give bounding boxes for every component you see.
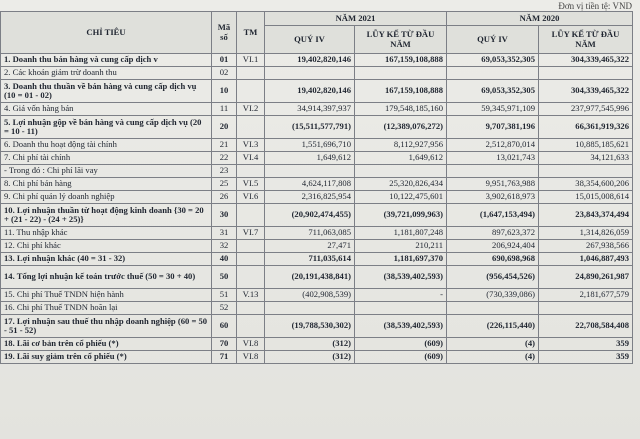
header-lk-2020: LŨY KẾ TỪ ĐẦU NĂM	[539, 26, 633, 54]
table-row	[1, 67, 633, 80]
row-ma-so: 30	[212, 204, 237, 227]
row-q4-2021	[265, 165, 355, 178]
table-row	[1, 191, 633, 204]
row-lk-2020: 23,843,374,494	[539, 204, 633, 227]
row-ma-so: 20	[212, 116, 237, 139]
header-lk-2021: LŨY KẾ TỪ ĐẦU NĂM	[355, 26, 447, 54]
row-q4-2021: (19,788,530,302)	[265, 315, 355, 338]
row-lk-2020: 2,181,677,579	[539, 289, 633, 302]
header-year-2021: NĂM 2021	[265, 12, 447, 26]
table-row	[1, 116, 633, 139]
row-ma-so: 23	[212, 165, 237, 178]
row-lk-2020: 34,121,633	[539, 152, 633, 165]
row-ma-so: 10	[212, 80, 237, 103]
table-row	[1, 289, 633, 302]
row-lk-2021: (609)	[355, 351, 447, 364]
row-q4-2020	[447, 302, 539, 315]
row-tm: VI.2	[237, 103, 265, 116]
row-q4-2020: 13,021,743	[447, 152, 539, 165]
table-row	[1, 351, 633, 364]
row-tm	[237, 240, 265, 253]
row-tm: VI.1	[237, 54, 265, 67]
table-row	[1, 178, 633, 191]
row-label: 17. Lợi nhuận sau thuế thu nhập doanh nghiệp (60 = 50 - 51 - 52)	[1, 315, 212, 338]
row-lk-2021: (38,539,402,593)	[355, 266, 447, 289]
row-lk-2020: 304,339,465,322	[539, 54, 633, 67]
row-tm	[237, 266, 265, 289]
row-tm: VI.7	[237, 227, 265, 240]
row-lk-2021: 1,181,697,370	[355, 253, 447, 266]
row-q4-2021: 19,402,820,146	[265, 54, 355, 67]
row-label: 3. Doanh thu thuần về bán hàng và cung cấp dịch vụ (10 = 01 - 02)	[1, 80, 212, 103]
row-q4-2020: (226,115,440)	[447, 315, 539, 338]
header-row-1	[1, 12, 633, 26]
row-q4-2020	[447, 67, 539, 80]
row-q4-2020: 2,512,870,014	[447, 139, 539, 152]
table-row	[1, 165, 633, 178]
row-tm	[237, 315, 265, 338]
row-label: 14. Tổng lợi nhuận kế toán trước thuế (50 = 30 + 40)	[1, 266, 212, 289]
row-tm: VI.4	[237, 152, 265, 165]
row-label: 19. Lãi suy giảm trên cổ phiếu (*)	[1, 351, 212, 364]
row-q4-2020: 9,707,381,196	[447, 116, 539, 139]
row-q4-2020: (730,339,086)	[447, 289, 539, 302]
row-lk-2021: (609)	[355, 338, 447, 351]
row-ma-so: 50	[212, 266, 237, 289]
row-q4-2020: 897,623,372	[447, 227, 539, 240]
row-ma-so: 21	[212, 139, 237, 152]
row-ma-so: 31	[212, 227, 237, 240]
row-q4-2021: (20,902,474,455)	[265, 204, 355, 227]
row-tm	[237, 253, 265, 266]
row-q4-2021	[265, 67, 355, 80]
row-lk-2020: 267,938,566	[539, 240, 633, 253]
row-ma-so: 70	[212, 338, 237, 351]
row-ma-so: 40	[212, 253, 237, 266]
header-tm: TM	[237, 12, 265, 54]
row-q4-2021: 19,402,820,146	[265, 80, 355, 103]
row-tm: VI.3	[237, 139, 265, 152]
table-row	[1, 80, 633, 103]
row-label: 16. Chi phí Thuế TNDN hoãn lại	[1, 302, 212, 315]
row-lk-2021	[355, 165, 447, 178]
header-q4-2021: QUÝ IV	[265, 26, 355, 54]
row-ma-so: 25	[212, 178, 237, 191]
row-label: 12. Chi phí khác	[1, 240, 212, 253]
table-row	[1, 315, 633, 338]
row-label: 9. Chi phí quản lý doanh nghiệp	[1, 191, 212, 204]
table-row	[1, 240, 633, 253]
row-label: 10. Lợi nhuận thuần từ hoạt động kinh doanh {30 = 20 + (21 - 22) - (24 + 25)}	[1, 204, 212, 227]
header-ma-so: Mã số	[212, 12, 237, 54]
currency-unit-note: Đơn vị tiền tệ: VND	[558, 1, 632, 11]
row-q4-2020: 690,698,968	[447, 253, 539, 266]
row-q4-2020: 206,924,404	[447, 240, 539, 253]
row-q4-2021: 34,914,397,937	[265, 103, 355, 116]
row-lk-2020: 15,015,008,614	[539, 191, 633, 204]
row-lk-2021: (12,389,076,272)	[355, 116, 447, 139]
row-label: 7. Chi phí tài chính	[1, 152, 212, 165]
table-row	[1, 139, 633, 152]
row-q4-2021: 1,649,612	[265, 152, 355, 165]
row-lk-2021	[355, 302, 447, 315]
row-tm	[237, 302, 265, 315]
row-tm: VI.5	[237, 178, 265, 191]
row-tm	[237, 116, 265, 139]
row-ma-so: 22	[212, 152, 237, 165]
row-q4-2020	[447, 165, 539, 178]
row-ma-so: 02	[212, 67, 237, 80]
row-tm: V.13	[237, 289, 265, 302]
row-lk-2021: -	[355, 289, 447, 302]
row-q4-2021: (15,511,577,791)	[265, 116, 355, 139]
row-lk-2020: 10,885,185,621	[539, 139, 633, 152]
row-lk-2021: 167,159,108,888	[355, 80, 447, 103]
row-q4-2021: 2,316,825,954	[265, 191, 355, 204]
table-row	[1, 302, 633, 315]
row-q4-2020: 9,951,763,988	[447, 178, 539, 191]
row-tm: VI.6	[237, 191, 265, 204]
header-chi-tieu: CHỈ TIÊU	[1, 12, 212, 54]
row-lk-2020	[539, 165, 633, 178]
row-lk-2021: 8,112,927,956	[355, 139, 447, 152]
row-lk-2020: 359	[539, 351, 633, 364]
row-label: 2. Các khoản giảm trừ doanh thu	[1, 67, 212, 80]
table-row	[1, 266, 633, 289]
row-lk-2020: 66,361,919,326	[539, 116, 633, 139]
row-tm	[237, 165, 265, 178]
row-q4-2021: (312)	[265, 338, 355, 351]
table-body	[1, 54, 633, 364]
row-q4-2020: (956,454,526)	[447, 266, 539, 289]
table-row	[1, 152, 633, 165]
row-q4-2020: (1,647,153,494)	[447, 204, 539, 227]
row-tm: VI.8	[237, 351, 265, 364]
row-lk-2021	[355, 67, 447, 80]
row-label: 4. Giá vốn hàng bán	[1, 103, 212, 116]
row-tm: VI.8	[237, 338, 265, 351]
row-lk-2020	[539, 302, 633, 315]
row-q4-2021: 27,471	[265, 240, 355, 253]
row-lk-2021: 1,181,807,248	[355, 227, 447, 240]
row-q4-2021: 711,035,614	[265, 253, 355, 266]
row-label: 13. Lợi nhuận khác (40 = 31 - 32)	[1, 253, 212, 266]
header-year-2020: NĂM 2020	[447, 12, 633, 26]
table-row	[1, 338, 633, 351]
row-ma-so: 51	[212, 289, 237, 302]
row-q4-2021: (402,908,539)	[265, 289, 355, 302]
row-q4-2021: 711,063,085	[265, 227, 355, 240]
row-lk-2020	[539, 67, 633, 80]
row-lk-2021: 10,122,475,601	[355, 191, 447, 204]
row-q4-2021: (20,191,438,841)	[265, 266, 355, 289]
row-label: 18. Lãi cơ bản trên cổ phiếu (*)	[1, 338, 212, 351]
row-lk-2020: 1,314,826,059	[539, 227, 633, 240]
row-q4-2020: 69,053,352,305	[447, 80, 539, 103]
row-q4-2020: (4)	[447, 338, 539, 351]
row-label: 11. Thu nhập khác	[1, 227, 212, 240]
row-lk-2021: 1,649,612	[355, 152, 447, 165]
table-row	[1, 204, 633, 227]
row-q4-2021: 1,551,696,710	[265, 139, 355, 152]
income-statement-table	[0, 11, 633, 364]
row-q4-2021: (312)	[265, 351, 355, 364]
row-lk-2021: 25,320,826,434	[355, 178, 447, 191]
row-ma-so: 60	[212, 315, 237, 338]
row-tm	[237, 80, 265, 103]
row-lk-2021: (38,539,402,593)	[355, 315, 447, 338]
row-q4-2020: 59,345,971,109	[447, 103, 539, 116]
row-lk-2021: 210,211	[355, 240, 447, 253]
row-ma-so: 11	[212, 103, 237, 116]
row-tm	[237, 67, 265, 80]
table-row	[1, 253, 633, 266]
row-lk-2020: 22,708,584,408	[539, 315, 633, 338]
row-ma-so: 01	[212, 54, 237, 67]
row-q4-2021	[265, 302, 355, 315]
row-lk-2021: 167,159,108,888	[355, 54, 447, 67]
row-lk-2020: 304,339,465,322	[539, 80, 633, 103]
table-row	[1, 227, 633, 240]
row-ma-so: 71	[212, 351, 237, 364]
row-label: 1. Doanh thu bán hàng và cung cấp dịch v	[1, 54, 212, 67]
row-label: 5. Lợi nhuận gộp về bán hàng và cung cấp dịch vụ (20 = 10 - 11)	[1, 116, 212, 139]
row-label: 15. Chi phí Thuế TNDN hiện hành	[1, 289, 212, 302]
row-lk-2020: 237,977,545,996	[539, 103, 633, 116]
table-row	[1, 54, 633, 67]
header-q4-2020: QUÝ IV	[447, 26, 539, 54]
row-q4-2020: 69,053,352,305	[447, 54, 539, 67]
row-ma-so: 26	[212, 191, 237, 204]
row-label: 8. Chi phí bán hàng	[1, 178, 212, 191]
row-lk-2020: 1,046,887,493	[539, 253, 633, 266]
row-tm	[237, 204, 265, 227]
row-lk-2021: (39,721,099,963)	[355, 204, 447, 227]
row-q4-2020: (4)	[447, 351, 539, 364]
row-lk-2020: 359	[539, 338, 633, 351]
row-label: - Trong đó : Chi phí lãi vay	[1, 165, 212, 178]
row-q4-2021: 4,624,117,808	[265, 178, 355, 191]
row-lk-2021: 179,548,185,160	[355, 103, 447, 116]
row-ma-so: 32	[212, 240, 237, 253]
table-row	[1, 103, 633, 116]
row-ma-so: 52	[212, 302, 237, 315]
row-label: 6. Doanh thu hoạt động tài chính	[1, 139, 212, 152]
row-lk-2020: 24,890,261,987	[539, 266, 633, 289]
row-lk-2020: 38,354,600,206	[539, 178, 633, 191]
row-q4-2020: 3,902,618,973	[447, 191, 539, 204]
